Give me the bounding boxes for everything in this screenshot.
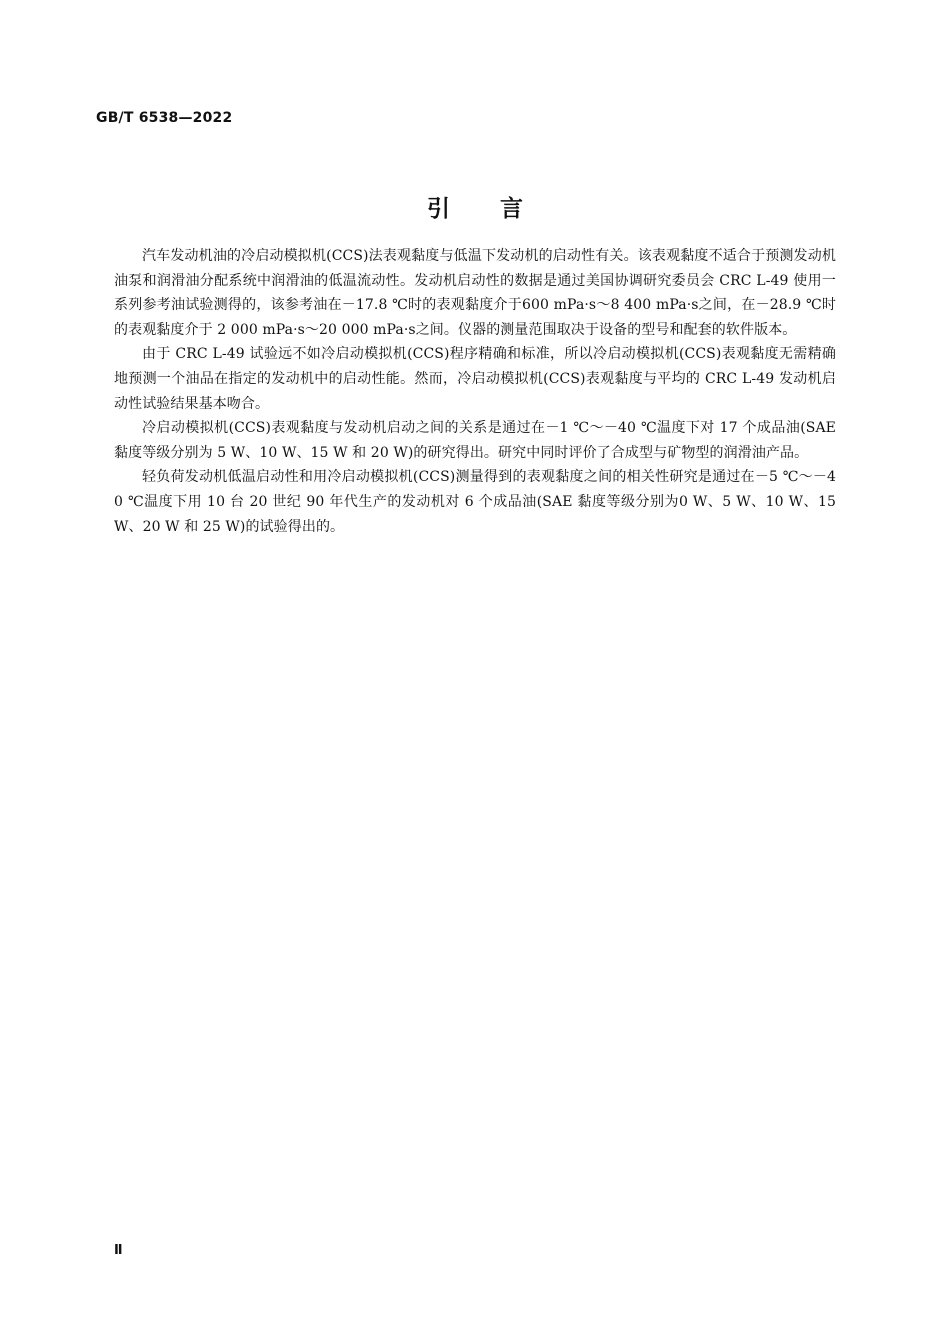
section-title: 引言	[427, 196, 573, 222]
paragraph-2: 由于 CRC L-49 试验远不如冷启动模拟机(CCS)程序精确和标准，所以冷启动模拟机(CCS)表观黏度无需精确地预测一个油品在指定的发动机中的启动性能。然而，冷启动模拟机(CCS)表观黏度与平均的 CRC L-49 发动机启动性试验结果基本吻合。	[114, 346, 836, 412]
paragraph-1: 汽车发动机油的冷启动模拟机(CCS)法表观黏度与低温下发动机的启动性有关。该表观黏度不适合于预测发动机油泵和润滑油分配系统中润滑油的低温流动性。发动机启动性的数据是通过美国协调研究委员会 CRC L-49 使用一系列参考油试验测得的，该参考油在－17.8 ℃时的表观黏度介于600 mPa·s～8 400 mPa·s之间，在－28.9 ℃时的表观黏度介于 2 000 mPa·s～20 000 mPa·s之间。仪器的测量范围取决于设备的型号和配套的软件版本。	[114, 248, 836, 338]
paragraph-3: 冷启动模拟机(CCS)表观黏度与发动机启动之间的关系是通过在－1 ℃～－40 ℃温度下对 17 个成品油(SAE 黏度等级分别为 5 W、10 W、15 W 和 20 W)的研究得出。研究中同时评价了合成型与矿物型的润滑油产品。	[114, 420, 836, 461]
introduction-body	[114, 244, 836, 539]
paragraph-4: 轻负荷发动机低温启动性和用冷启动模拟机(CCS)测量得到的表观黏度之间的相关性研究是通过在－5 ℃～－40 ℃温度下用 10 台 20 世纪 90 年代生产的发动机对 6 个成品油(SAE 黏度等级分别为0 W、5 W、10 W、15 W、20 W 和 25 W)的试验得出的。	[114, 469, 836, 535]
standard-number: GB/T 6538—2022	[96, 110, 233, 126]
page-number: Ⅱ	[114, 1243, 123, 1258]
